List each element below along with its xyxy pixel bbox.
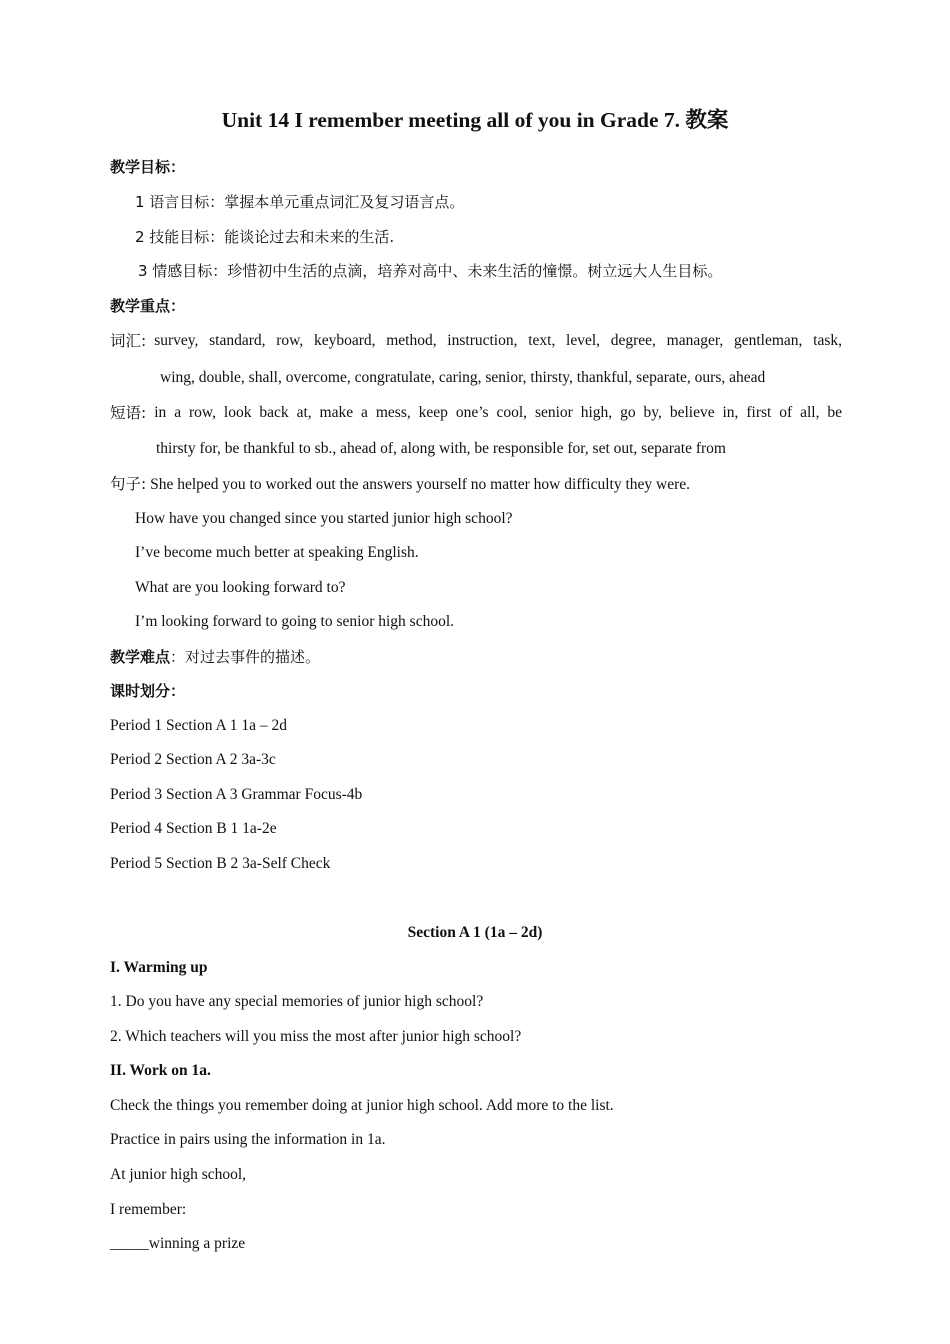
difficulty-text: ：对过去事件的描述。 — [170, 648, 321, 666]
vocab-text-1: survey, standard, row, keyboard, method, instruction, text, level, degree, manager, gentleman, task, — [154, 332, 842, 349]
phrases-label: 短语: — [110, 404, 147, 422]
work-heading: II. Work on 1a. — [110, 1062, 211, 1079]
instruction-line: Practice in pairs using the information in 1a. — [110, 1131, 386, 1148]
goals-heading: 教学目标： — [110, 158, 186, 176]
sentence-item: I’m looking forward to going to senior high school. — [135, 613, 454, 630]
instruction-line: Check the things you remember doing at junior high school. Add more to the list. — [110, 1097, 614, 1114]
vocab-line-2: wing, double, shall, overcome, congratulate, caring, senior, thirsty, thankful, separate, ours, ahead — [160, 369, 766, 386]
sentences-line-1 — [110, 474, 842, 495]
vocab-label: 词汇: — [110, 332, 147, 350]
sentence-item: What are you looking forward to? — [135, 579, 346, 596]
goal-item-skill: 2 技能目标：能谈论过去和未来的生活. — [135, 228, 395, 246]
document-title: Unit 14 I remember meeting all of you in Grade 7. 教案 — [221, 108, 729, 132]
period-item: Period 1 Section A 1 1a – 2d — [110, 717, 287, 734]
phrases-text-1: in a row, look back at, make a mess, keep one’s cool, senior high, go by, believe in, first of all, be — [154, 404, 842, 421]
sentence-item: I’ve become much better at speaking English. — [135, 544, 419, 561]
section-title: Section A 1 (1a – 2d) — [407, 924, 543, 941]
warming-heading: I. Warming up — [110, 959, 208, 976]
period-item: Period 2 Section A 2 3a-3c — [110, 751, 276, 768]
period-item: Period 5 Section B 2 3a-Self Check — [110, 855, 331, 872]
warming-item: 1. Do you have any special memories of junior high school? — [110, 993, 484, 1010]
period-item: Period 3 Section A 3 Grammar Focus-4b — [110, 786, 363, 803]
vocab-line-1 — [110, 331, 842, 351]
sentence-text: She helped you to worked out the answers yourself no matter how difficulty they were. — [150, 476, 691, 493]
key-points-heading: 教学重点： — [110, 297, 186, 315]
goal-item-emotion: 3 情感目标：珍惜初中生活的点滴，培养对高中、未来生活的憧憬。树立远大人生目标。 — [138, 262, 723, 280]
phrases-line-1 — [110, 403, 842, 423]
instruction-line: At junior high school, — [110, 1166, 247, 1183]
phrases-line-2: thirsty for, be thankful to sb., ahead of, along with, be responsible for, set out, separate from — [156, 440, 726, 457]
warming-item: 2. Which teachers will you miss the most after junior high school? — [110, 1028, 522, 1045]
sentences-label: 句子: — [110, 475, 147, 493]
periods-heading: 课时划分： — [110, 682, 186, 700]
checklist-item: _____winning a prize — [110, 1235, 246, 1252]
instruction-line: I remember: — [110, 1201, 187, 1218]
period-item: Period 4 Section B 1 1a-2e — [110, 820, 277, 837]
difficulty-line — [110, 647, 842, 667]
goal-item-language: 1 语言目标：掌握本单元重点词汇及复习语言点。 — [135, 193, 465, 211]
sentence-item: How have you changed since you started junior high school? — [135, 510, 513, 527]
difficulty-heading: 教学难点 — [110, 648, 171, 666]
